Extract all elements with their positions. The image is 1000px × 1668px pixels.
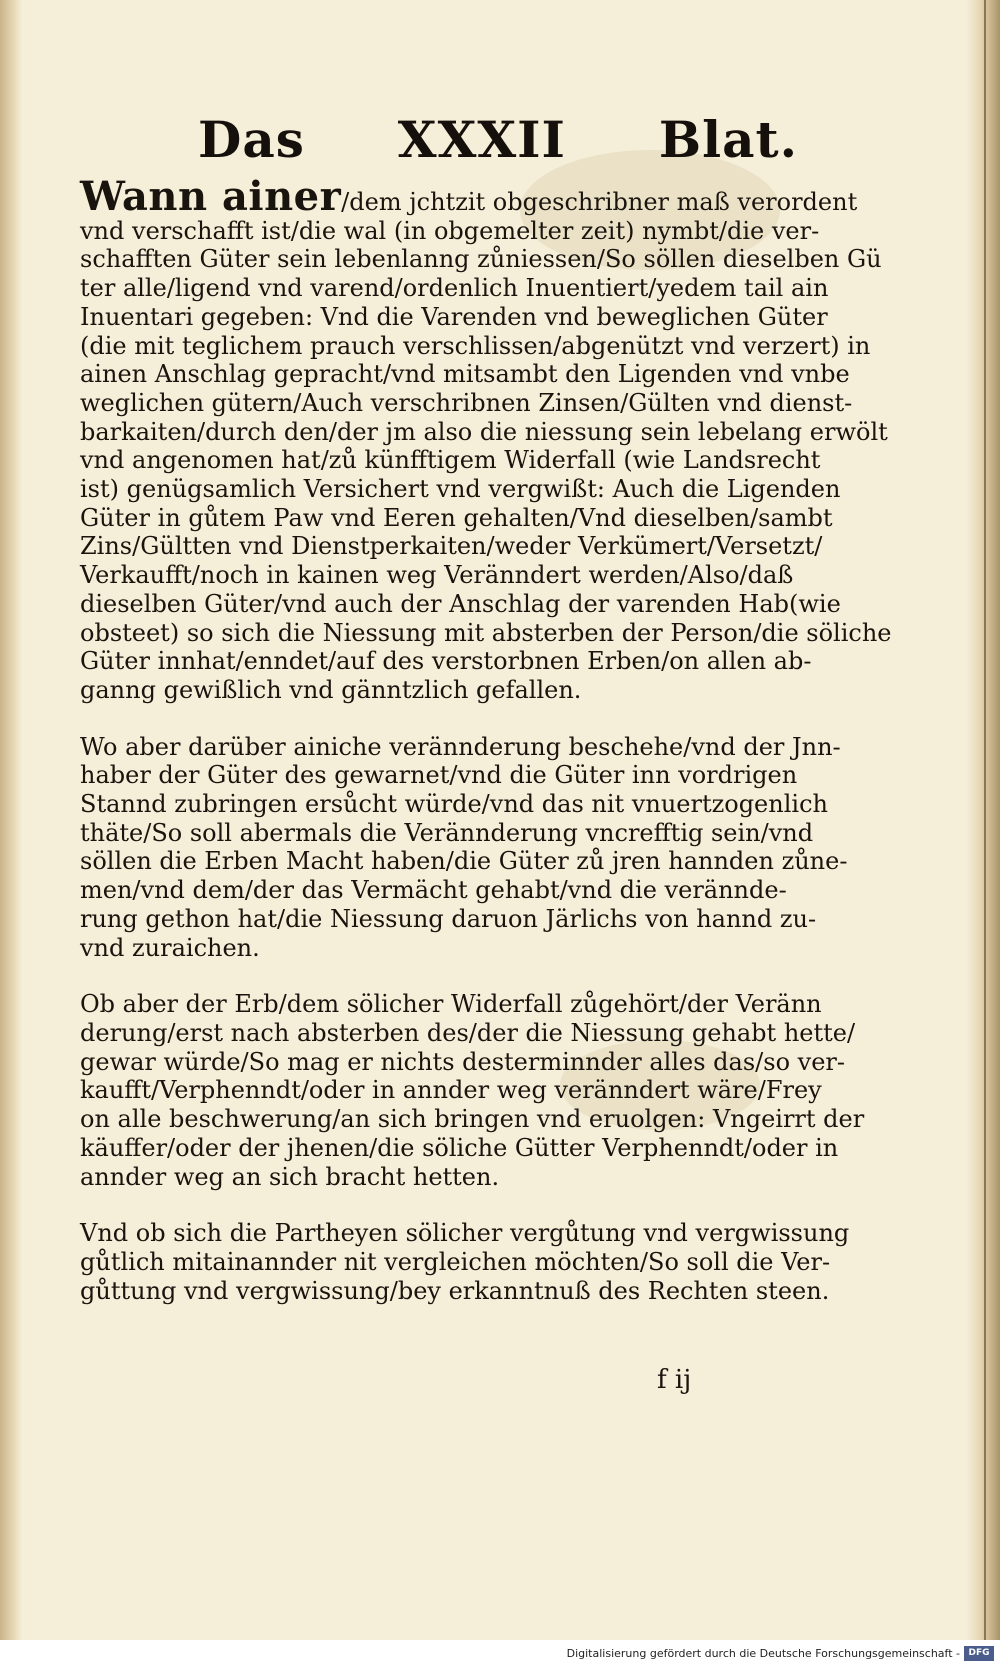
- text-line: barkaiten/durch den/der jm also die niessung sein lebelang erwölt: [80, 417, 888, 446]
- text-line: schafften Güter sein lebenlanng zůniessen/So söllen dieselben Gü: [80, 245, 882, 274]
- text-line: rung gethon hat/die Niessung daruon Järlichs von hannd zu-: [80, 904, 817, 933]
- text-line: (die mit teglichem prauch verschlissen/abgenützt vnd verzert) in: [80, 331, 871, 360]
- text-line: gůtlich mitainannder nit vergleichen möchten/So soll die Ver-: [80, 1247, 831, 1276]
- text-line: Inuentari gegeben: Vnd die Varenden vnd beweglichen Güter: [80, 302, 828, 331]
- text-line: Vnd ob sich die Partheyen sölicher vergůtung vnd vergwissung: [80, 1219, 850, 1248]
- text-line: Wo aber darüber ainiche verännderung beschehe/vnd der Jnn-: [80, 732, 841, 761]
- paragraph: [80, 732, 848, 963]
- running-head: [198, 110, 798, 169]
- text-line: on alle beschwerung/an sich bringen vnd eruolgen: Vngeirrt der: [80, 1105, 865, 1134]
- opening-words: Wann ainer: [80, 173, 342, 220]
- footer-bar: [0, 1640, 1000, 1668]
- paragraph: [80, 1219, 850, 1305]
- body-text: [80, 173, 892, 1305]
- text-line: haber der Güter des gewarnet/vnd die Güter inn vordrigen: [80, 761, 798, 790]
- text-line: ist) genügsamlich Versichert vnd vergwißt: Auch die Ligenden: [80, 475, 841, 504]
- text-line: obsteet) so sich die Niessung mit absterben der Person/die söliche: [80, 618, 892, 647]
- page-edge: [966, 0, 1000, 1640]
- text-line: Güter in gůtem Paw vnd Eeren gehalten/Vnd dieselben/sambt: [80, 503, 833, 532]
- text-line: Zins/Gültten vnd Dienstperkaiten/weder Verkümert/Versetzt/: [80, 532, 823, 561]
- text-line: ainen Anschlag gepracht/vnd mitsambt den Ligenden vnd vnbe: [80, 360, 850, 389]
- text-line: Ob aber der Erb/dem sölicher Widerfall zůgehört/der Veränn: [80, 990, 822, 1019]
- text-line: kaufft/Verphenndt/oder in annder weg veränndert wäre/Frey: [80, 1076, 822, 1105]
- text-line: gewar würde/So mag er nichts desterminnder alles das/so ver-: [80, 1047, 845, 1076]
- text-line: ganng gewißlich vnd gänntzlich gefallen.: [80, 675, 582, 704]
- dfg-logo: DFG: [964, 1646, 994, 1661]
- text-line: men/vnd dem/der das Vermächt gehabt/vnd die verännde-: [80, 876, 787, 905]
- text-line: Güter innhat/enndet/auf des verstorbnen Erben/on allen ab-: [80, 647, 812, 676]
- text-line: derung/erst nach absterben des/der die Niessung gehabt hette/: [80, 1018, 856, 1047]
- text-line: ter alle/ligend vnd varend/ordenlich Inuentiert/yedem tail ain: [80, 274, 829, 303]
- running-head-folio: XXXII: [397, 110, 566, 169]
- text-line: vnd verschafft ist/die wal (in obgemelter zeit) nymbt/die ver-: [80, 216, 820, 245]
- text-line-rest: /dem jchtzit obgeschribner maß verordent: [341, 188, 858, 216]
- text-line: käuffer/oder der jhenen/die söliche Gütter Verphenndt/oder in: [80, 1133, 839, 1162]
- text-line: annder weg an sich bracht hetten.: [80, 1162, 500, 1191]
- text-line: söllen die Erben Macht haben/die Güter zů jren hannden zůne-: [80, 847, 848, 876]
- text-line: weglichen gütern/Auch verschribnen Zinsen/Gülten vnd dienst-: [80, 388, 853, 417]
- text-line: vnd zuraichen.: [80, 933, 260, 962]
- text-line: Stannd zubringen ersůcht würde/vnd das nit vnuertzogenlich: [80, 790, 828, 819]
- text-line: gůttung vnd vergwissung/bey erkanntnuß des Rechten steen.: [80, 1276, 830, 1305]
- signature-mark: f ij: [657, 1365, 692, 1395]
- running-head-left: Das: [198, 110, 305, 169]
- text-line: Verkaufft/noch in kainen weg Veränndert werden/Also/daß: [80, 561, 794, 590]
- footer-credit: Digitalisierung gefördert durch die Deutsche Forschungsgemeinschaft -: [566, 1647, 960, 1660]
- text-line: thäte/So soll abermals die Verännderung vncrefftig sein/vnd: [80, 818, 814, 847]
- text-line: vnd angenomen hat/zů künfftigem Widerfall (wie Landsrecht: [80, 446, 821, 475]
- paragraph: [80, 990, 865, 1191]
- text-line: [80, 173, 858, 220]
- book-binding-gutter: [0, 0, 22, 1640]
- text-line: dieselben Güter/vnd auch der Anschlag der varenden Hab(wie: [80, 589, 841, 618]
- running-head-right: Blat.: [658, 110, 798, 169]
- paragraph: [80, 173, 892, 705]
- page-content: [80, 110, 892, 1305]
